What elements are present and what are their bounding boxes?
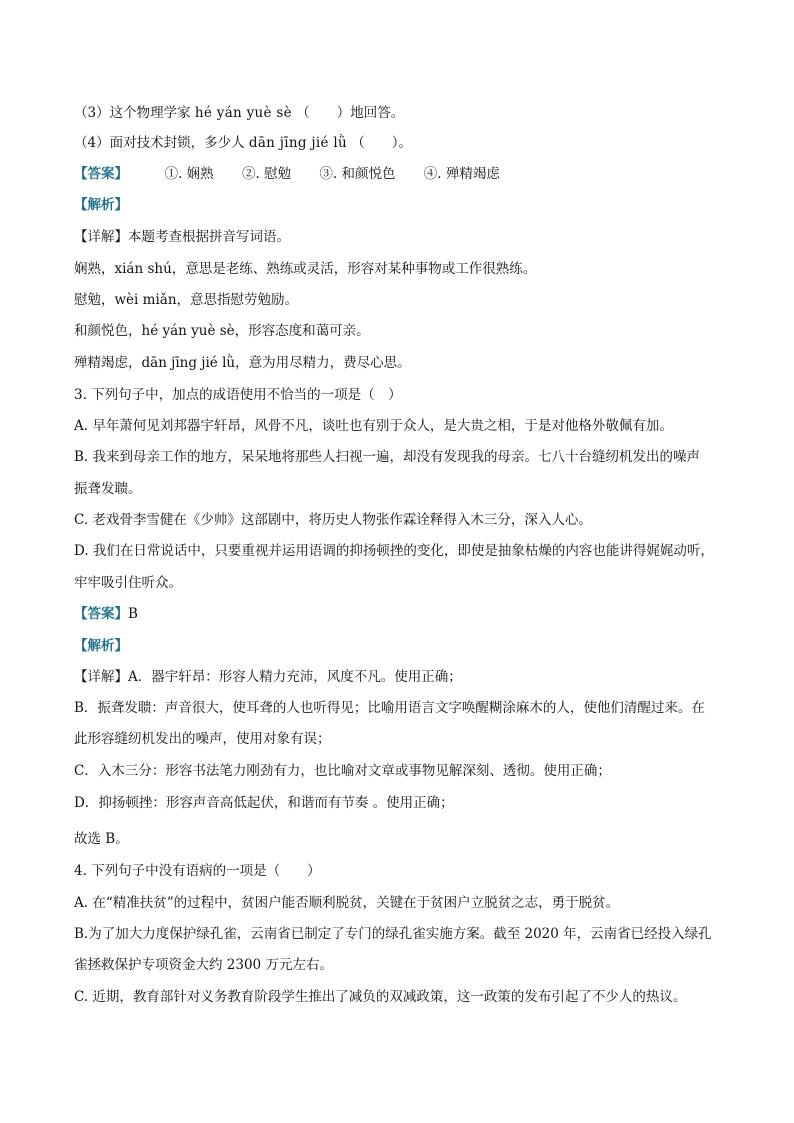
q3-stem: 3. 下列句子中，加点的成语使用不恰当的一项是（ ） <box>74 387 402 403</box>
q2-explanation-1: 娴熟，xián shú，意思是老练、熟练或灵活，形容对某种事物或工作很熟练。 <box>74 261 537 277</box>
q2-sub4-suffix: （ ）。 <box>351 135 413 151</box>
q3-option-d-line1: D. 我们在日常说话中，只要重视并运用语调的抑扬顿挫的变化，即使是抽象枯燥的内容也能讲得娓娓动听， <box>74 543 714 559</box>
q3-option-b-line2: 振聋发聩。 <box>74 481 142 497</box>
q4-option-c: C. 近期，教育部针对义务教育阶段学生推出了减负的双减政策，这一政策的发布引起了不少人的热议。 <box>74 989 687 1005</box>
q2-sub3-suffix: （ ）地回答。 <box>296 105 405 121</box>
q3-option-c: C. 老戏骨李雪健在《少帅》这部剧中，将历史人物张作霖诠释得入木三分，深入人心。 <box>74 512 592 528</box>
q2-analysis-tag: 【解析】 <box>74 197 128 213</box>
q3-detail-b-line1: B．振聋发聩：声音很大，使耳聋的人也听得见；比喻用语言文字唤醒糊涂麻木的人，使他们清醒过来。在 <box>74 700 705 716</box>
q3-detail-c: C．入木三分：形容书法笔力刚劲有力，也比喻对文章或事物见解深刻、透彻。使用正确； <box>74 763 611 779</box>
q2-detail-line <box>74 228 724 246</box>
q2-answer-1: ①. 娴熟 <box>164 166 214 182</box>
q3-answer-tag: 【答案】 <box>74 606 128 622</box>
q2-detail-tag: 【详解】 <box>74 229 128 245</box>
q2-sub3-prefix: （3）这个物理学家 <box>74 105 191 121</box>
q2-answer-4: ④. 殚精竭虑 <box>423 166 500 182</box>
q3-detail-b-line2: 此形容缝纫机发出的噪声，使用对象有误； <box>74 731 331 747</box>
q2-subquestion-4 <box>74 134 724 152</box>
q2-sub4-pinyin: dān jīng jié lǜ <box>248 135 347 151</box>
q3-detail-d: D．抑扬顿挫：形容声音高低起伏，和谐而有节奏 。使用正确； <box>74 795 454 811</box>
q2-explanation-4: 殚精竭虑，dān jīng jié lǜ，意为用尽精力，费尽心思。 <box>74 355 411 371</box>
q2-sub3-pinyin: hé yán yuè sè <box>194 105 292 121</box>
q4-option-a: A. 在“精准扶贫”的过程中，贫困户能否顺利脱贫，关键在于贫困户立脱贫之志，勇于脱贫。 <box>74 895 620 911</box>
q2-answer-line <box>74 165 724 183</box>
q2-explanation-2: 慰勉，wèi miǎn，意思指慰劳勉励。 <box>74 292 299 308</box>
q2-explanation-3: 和颜悦色，hé yán yuè sè，形容态度和蔼可亲。 <box>74 323 370 339</box>
q3-option-d-line2: 牢牢吸引住听众。 <box>74 575 182 591</box>
q3-answer-value: B <box>128 606 138 622</box>
q3-detail-tag: 【详解】 <box>74 669 128 685</box>
q2-answer-2: ②. 慰勉 <box>241 166 292 182</box>
q3-detail-a-line <box>74 668 724 686</box>
q2-sub4-prefix: （4）面对技术封锁，多少人 <box>74 135 245 151</box>
q4-option-b-line2: 雀拯救保护专项资金大约 2300 万元左右。 <box>74 957 333 973</box>
q3-analysis-tag: 【解析】 <box>74 638 128 654</box>
q3-option-b-line1: B. 我来到母亲工作的地方，呆呆地将那些人扫视一遍，却没有发现我的母亲。七八十台缝纫机发出的噪声 <box>74 449 701 465</box>
q2-answer-3: ③. 和颜悦色 <box>319 166 396 182</box>
q2-answer-tag: 【答案】 <box>74 166 128 182</box>
q2-subquestion-3 <box>74 104 724 122</box>
q4-stem: 4. 下列句子中没有语病的一项是（ ） <box>74 863 321 879</box>
q3-conclusion: 故选 B。 <box>74 831 129 847</box>
q3-answer-line <box>74 605 724 623</box>
q2-detail-intro: 本题考查根据拼音写词语。 <box>128 229 290 245</box>
q4-option-b-line1: B.为了加大力度保护绿孔雀，云南省已制定了专门的绿孔雀实施方案。截至 2020 年，云南省已经投入绿孔 <box>74 926 712 942</box>
q3-detail-a: A．器宇轩昂：形容人精力充沛，风度不凡。使用正确； <box>128 669 462 685</box>
q3-option-a: A. 早年萧何见刘邦器宇轩昂，风骨不凡，谈吐也有别于众人，是大贵之相，于是对他格外敬佩有加。 <box>74 418 673 434</box>
